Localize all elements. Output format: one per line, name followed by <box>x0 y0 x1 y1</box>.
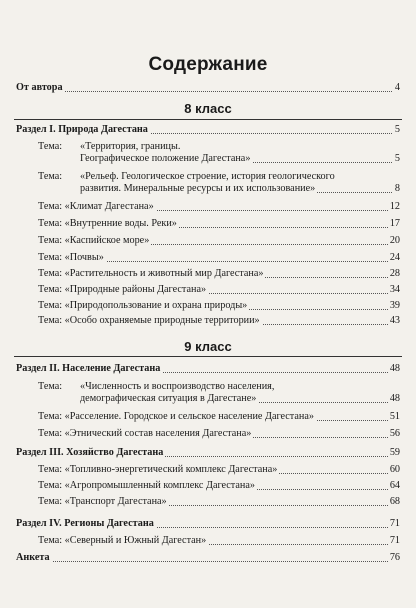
toc-entry-page: 4 <box>394 82 400 93</box>
topic-text: Тема: «Природные районы Дагестана» <box>38 284 207 295</box>
topic-line-2: развития. Минеральные ресурсы и их использование» <box>80 183 316 194</box>
toc-section-page: 5 <box>394 124 400 135</box>
topic-page: 39 <box>389 300 400 311</box>
topic-text: Тема: «Особо охраняемые природные территории» <box>38 315 260 326</box>
toc-topic[interactable] <box>16 535 400 547</box>
topic-line-2: Географическое положение Дагестана» <box>80 153 251 164</box>
topic-page: 17 <box>389 218 400 229</box>
divider <box>14 119 402 120</box>
topic-line-1: «Рельеф. Геологическое строение, история геологического <box>80 171 335 182</box>
toc-topic[interactable] <box>16 411 400 423</box>
topic-text: Тема: «Этнический состав населения Дагестана» <box>38 428 252 439</box>
toc-topic[interactable] <box>16 153 400 165</box>
topic-page: 43 <box>389 315 400 326</box>
toc-section-4[interactable] <box>16 518 400 530</box>
toc-topic[interactable] <box>16 268 400 280</box>
topic-page: 5 <box>394 153 400 164</box>
toc-entry-label: От автора <box>16 82 63 93</box>
topic-prefix: Тема: <box>38 171 63 182</box>
grade-9-heading: 9 класс <box>184 339 232 354</box>
toc-topic[interactable] <box>16 201 400 213</box>
topic-page: 60 <box>389 464 400 475</box>
topic-text: Тема: «Климат Дагестана» <box>38 201 154 212</box>
toc-topic[interactable] <box>16 393 400 405</box>
topic-page: 20 <box>389 235 400 246</box>
toc-topic[interactable] <box>16 480 400 492</box>
topic-prefix: Тема: <box>38 141 63 152</box>
grade-8-heading: 8 класс <box>184 101 232 116</box>
topic-text: Тема: «Внутренние воды. Реки» <box>38 218 177 229</box>
toc-section-page: 48 <box>389 363 400 374</box>
toc-section-2[interactable] <box>16 363 400 375</box>
topic-text: Тема: «Топливно-энергетический комплекс Дагестана» <box>38 464 278 475</box>
topic-page: 24 <box>389 252 400 263</box>
toc-section-1[interactable] <box>16 124 400 136</box>
toc-topic[interactable] <box>16 315 400 327</box>
topic-prefix: Тема: <box>38 381 63 392</box>
topic-line-1: «Численность и воспроизводство населения, <box>80 381 275 392</box>
toc-entry-author[interactable] <box>16 82 400 94</box>
toc-topic[interactable] <box>16 464 400 476</box>
divider <box>14 356 402 357</box>
toc-entry-page: 76 <box>389 552 400 563</box>
topic-page: 12 <box>389 201 400 212</box>
toc-section-label: Раздел II. Население Дагестана <box>16 363 161 374</box>
toc-topic[interactable] <box>16 218 400 230</box>
topic-text: Тема: «Почвы» <box>38 252 104 263</box>
toc-entry-survey[interactable] <box>16 552 400 564</box>
topic-text: Тема: «Расселение. Городское и сельское население Дагестана» <box>38 411 314 422</box>
topic-page: 28 <box>389 268 400 279</box>
page-title: Содержание <box>148 54 268 75</box>
topic-page: 71 <box>389 535 400 546</box>
toc-topic[interactable] <box>16 284 400 296</box>
toc-section-label: Раздел IV. Регионы Дагестана <box>16 518 154 529</box>
toc-section-label: Раздел III. Хозяйство Дагестана <box>16 447 164 458</box>
toc-section-page: 59 <box>389 447 400 458</box>
toc-topic[interactable] <box>16 496 400 508</box>
toc-topic[interactable] <box>16 428 400 440</box>
topic-text: Тема: «Каспийское море» <box>38 235 150 246</box>
topic-text: Тема: «Природопользование и охрана природы» <box>38 300 248 311</box>
topic-page: 48 <box>389 393 400 404</box>
topic-text: Тема: «Агропромышленный комплекс Дагестана» <box>38 480 255 491</box>
topic-text: Тема: «Транспорт Дагестана» <box>38 496 167 507</box>
topic-text: Тема: «Растительность и животный мир Дагестана» <box>38 268 264 279</box>
toc-topic[interactable] <box>16 235 400 247</box>
toc-topic[interactable] <box>16 300 400 312</box>
toc-topic[interactable] <box>16 183 400 195</box>
topic-line-1: «Территория, границы. <box>80 141 181 152</box>
toc-entry-label: Анкета <box>16 552 50 563</box>
leader-dots <box>16 561 400 562</box>
toc-topic[interactable] <box>16 252 400 264</box>
topic-page: 56 <box>389 428 400 439</box>
topic-page: 68 <box>389 496 400 507</box>
toc-section-page: 71 <box>389 518 400 529</box>
topic-line-2: демографическая ситуация в Дагестане» <box>80 393 257 404</box>
toc-section-label: Раздел I. Природа Дагестана <box>16 124 148 135</box>
topic-text: Тема: «Северный и Южный Дагестан» <box>38 535 207 546</box>
topic-page: 64 <box>389 480 400 491</box>
topic-page: 8 <box>394 183 400 194</box>
leader-dots <box>16 91 400 92</box>
topic-page: 51 <box>389 411 400 422</box>
topic-page: 34 <box>389 284 400 295</box>
toc-section-3[interactable] <box>16 447 400 459</box>
